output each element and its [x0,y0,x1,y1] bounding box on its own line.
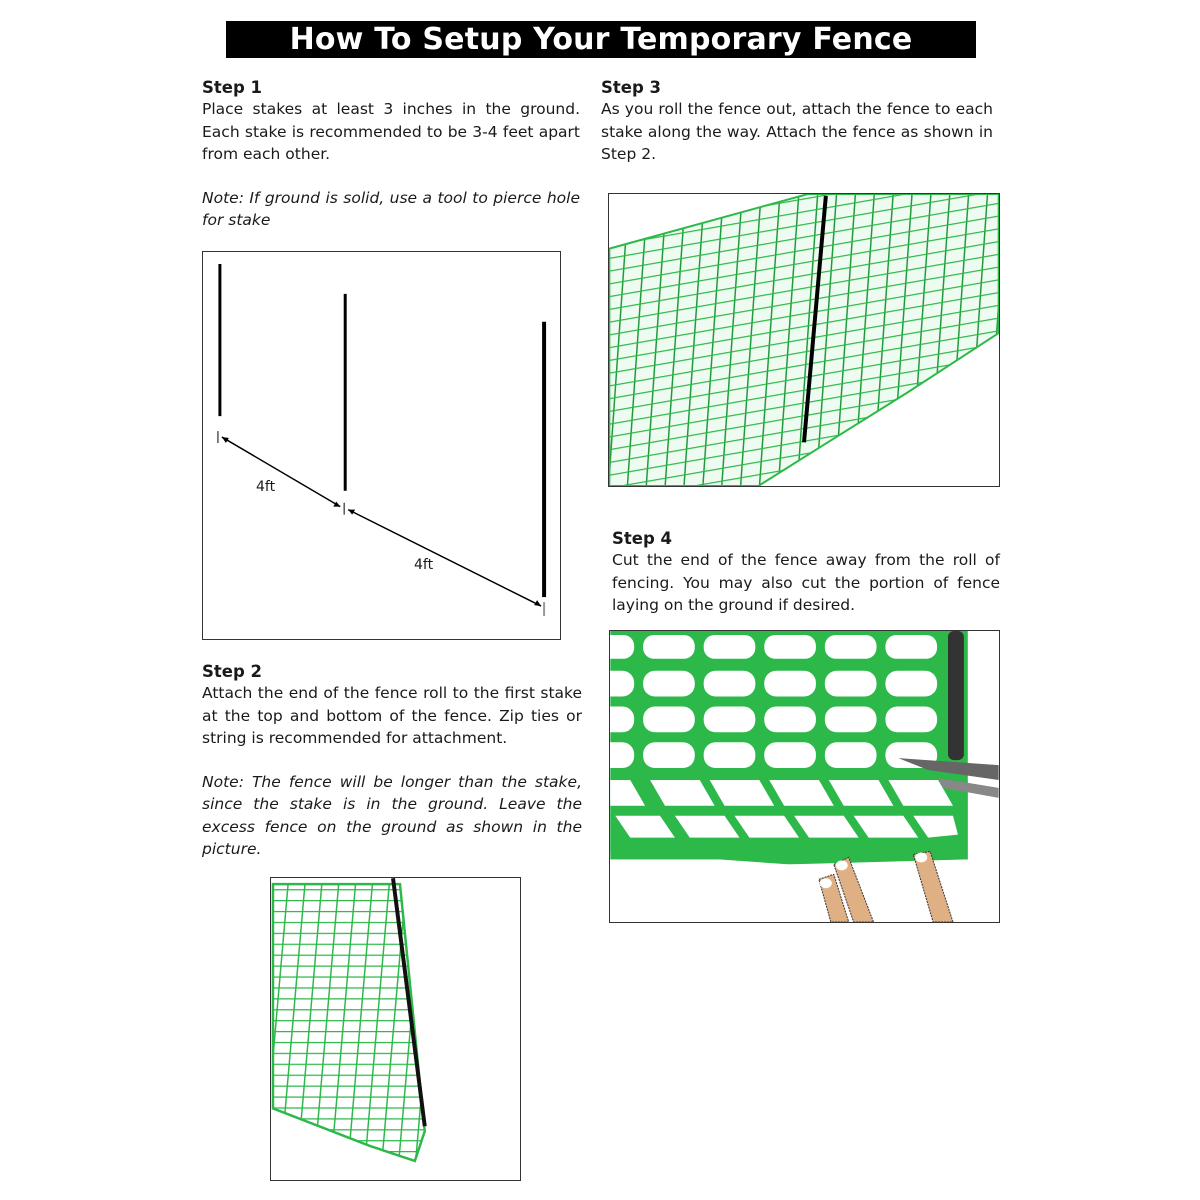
step-1-note: Note: If ground is solid, use a tool to pierce hole for stake [202,188,580,229]
title-banner [226,21,976,58]
step-1-body: Place stakes at least 3 inches in the ground. Each stake is recommended to be 3-4 feet apart from each other. [202,100,580,163]
step-4-illustration [609,630,1000,923]
cutting-fence [610,631,999,922]
step-2-note: Note: The fence will be longer than the stake, since the stake is in the ground. Leave the excess fence on the ground as shown in the picture. [202,772,582,858]
distance-label-2: 4ft [414,557,434,573]
step-2-heading: Step 2 [202,662,262,681]
step-4-text [612,529,1000,617]
page-title: How To Setup Your Temporary Fence [289,22,913,57]
step-3-text [601,78,993,166]
fence-rolled-out [609,194,999,486]
step-4-heading: Step 4 [612,529,672,548]
fence-attached-to-stake [271,878,520,1180]
step-1-heading: Step 1 [202,78,262,97]
step-3-heading: Step 3 [601,78,661,97]
step-2-body: Attach the end of the fence roll to the first stake at the top and bottom of the fence. Zip ties or string is recommended for attachment. [202,684,582,747]
step-4-body: Cut the end of the fence away from the roll of fencing. You may also cut the portion of fence laying on the ground if desired. [612,551,1000,614]
stakes-diagram [203,252,560,639]
step-1-illustration [202,251,561,640]
step-3-body: As you roll the fence out, attach the fence to each stake along the way. Attach the fence as shown in Step 2. [601,100,993,163]
step-2-text [202,662,582,861]
step-2-illustration [270,877,521,1181]
distance-label-1: 4ft [256,479,276,495]
step-3-illustration [608,193,1000,487]
step-1-text [202,78,580,232]
